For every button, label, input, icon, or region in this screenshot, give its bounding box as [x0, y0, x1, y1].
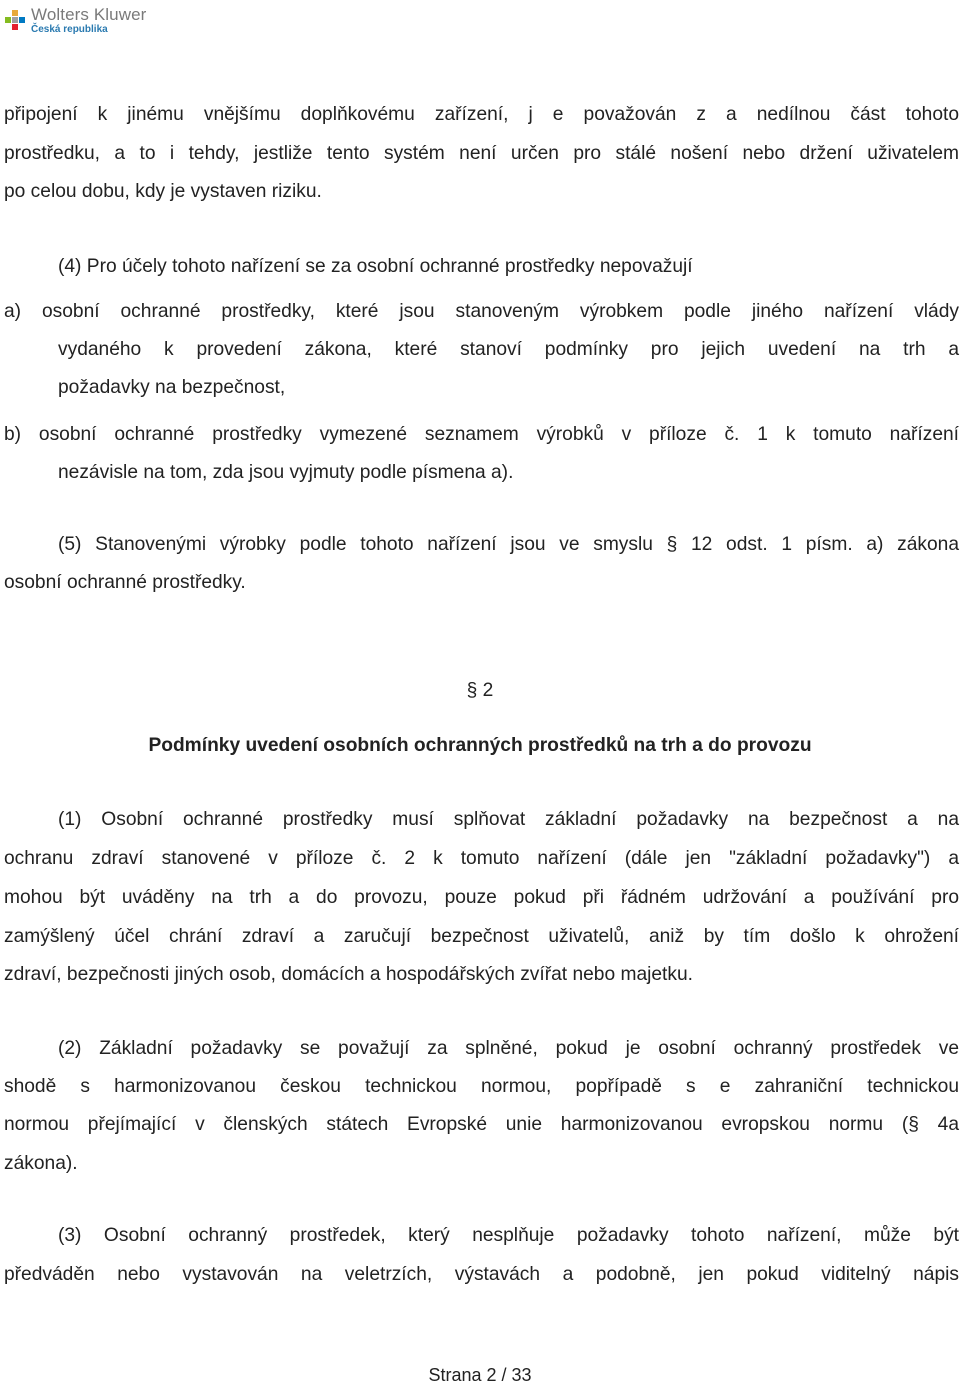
paragraph-3: (3) Osobní ochranný prostředek, který nesplňuje požadavky tohoto nařízení, může být	[58, 1225, 959, 1246]
text-line: ochranu zdraví stanovené v příloze č. 2 k tomuto nařízení (dále jen "základní požadavky") a	[4, 848, 959, 869]
logo-brand: Wolters Kluwer	[31, 4, 147, 24]
text-line: normou přejímající v členských státech Evropské unie harmonizovanou evropskou normu (§ 4a	[4, 1114, 959, 1135]
list-item-b: b) osobní ochranné prostředky vymezené seznamem výrobků v příloze č. 1 k tomuto nařízení	[4, 424, 959, 445]
text-line: osobní ochranné prostředky.	[4, 572, 246, 593]
text-line: po celou dobu, kdy je vystaven riziku.	[4, 181, 322, 202]
section-number: § 2	[466, 680, 494, 701]
text-line: zákona).	[4, 1153, 78, 1174]
text-line: předváděn nebo vystavován na veletrzích, výstavách a podobně, jen pokud viditelný nápis	[4, 1264, 959, 1285]
logo-subtitle: Česká republika	[31, 23, 108, 35]
publisher-logo	[4, 4, 146, 36]
text-line: zamýšlený účel chrání zdraví a zaručují bezpečnost uživatelů, aniž by tím došlo k ohrožení	[4, 926, 959, 947]
text-line: zdraví, bezpečnosti jiných osob, domácích a hospodářských zvířat nebo majetku.	[4, 964, 693, 985]
text-line: shodě s harmonizovanou českou technickou normou, popřípadě s e zahraniční technickou	[4, 1076, 959, 1097]
text-line: nezávisle na tom, zda jsou vyjmuty podle písmena a).	[58, 462, 514, 483]
list-item-a: a) osobní ochranné prostředky, které jsou stanoveným výrobkem podle jiného nařízení vlády	[4, 301, 959, 322]
page-number: Strana 2 / 33	[428, 1365, 532, 1385]
section-heading: Podmínky uvedení osobních ochranných prostředků na trh a do provozu	[148, 735, 812, 756]
paragraph-5: (5) Stanovenými výrobky podle tohoto nařízení jsou ve smyslu § 12 odst. 1 písm. a) zákona	[58, 534, 959, 555]
text-line: vydaného k provedení zákona, které stanoví podmínky pro jejich uvedení na trh a	[58, 339, 959, 360]
text-line: prostředku, a to i tehdy, jestliže tento systém není určen pro stálé nošení nebo držení uživatelem	[4, 143, 959, 164]
text-line: připojení k jinému vnějšímu doplňkovému zařízení, j e považován z a nedílnou část tohoto	[4, 104, 959, 125]
wolters-kluwer-logo-icon	[4, 9, 26, 31]
paragraph-2: (2) Základní požadavky se považují za splněné, pokud je osobní ochranný prostředek ve	[58, 1038, 959, 1059]
text-line: požadavky na bezpečnost,	[58, 377, 286, 398]
text-line: mohou být uváděny na trh a do provozu, pouze pokud při řádném udržování a používání pro	[4, 887, 959, 908]
paragraph-1: (1) Osobní ochranné prostředky musí splňovat základní požadavky na bezpečnost a na	[58, 809, 959, 830]
paragraph-4: (4) Pro účely tohoto nařízení se za osobní ochranné prostředky nepovažují	[58, 256, 693, 277]
